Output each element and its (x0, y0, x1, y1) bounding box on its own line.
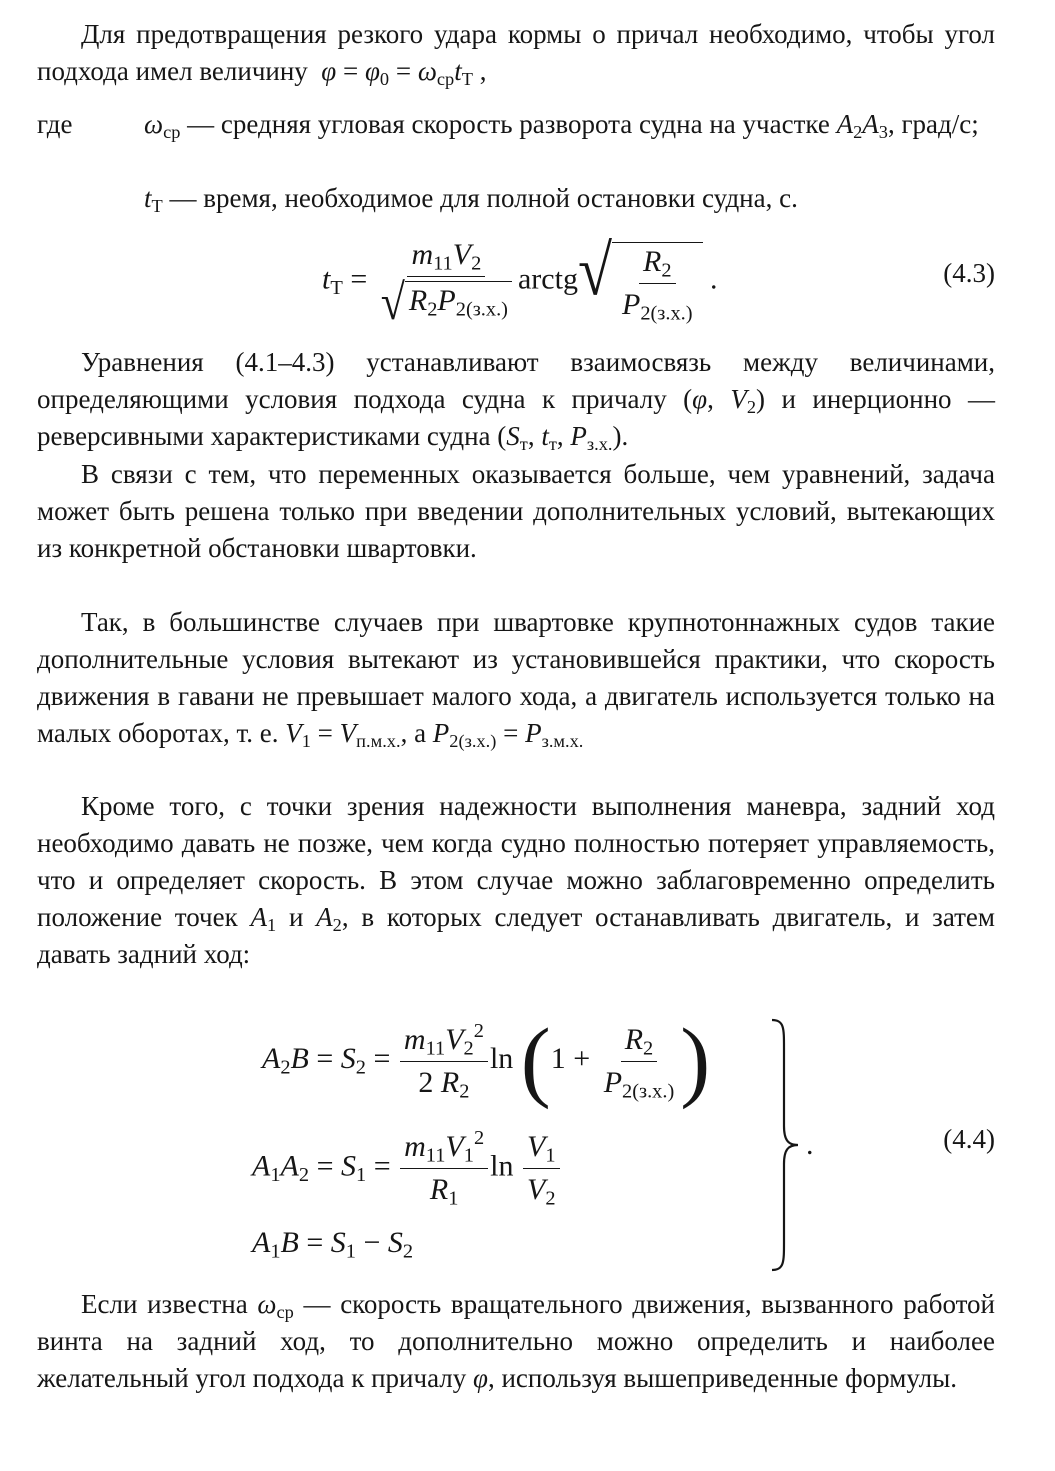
definition-t: $t_Т$ — время, необходимое для полной остановки судна, с. (144, 183, 798, 217)
eq43-fraction: $m_{11}V_2$ √ $R_2P_{2(з.х.)}$ (377, 238, 516, 325)
equation-4-3: $t_Т$ = $m_{11}V_2$ √ $R_2P_{2(з.х.)}$ arctg √ $\frac{R_2}{P_{2(з.х.)}}$ . (322, 232, 718, 331)
where-word: где (37, 109, 73, 139)
definition-omega: $\omega_{ср}$ — средняя угловая скорость разворота судна на участке $A_2A_3$, град/с; (144, 109, 979, 143)
equation-number-4-4: (4.4) (943, 1124, 995, 1154)
paragraph-6: Если известна $\omega_{ср}$ — скорость вращательного движения, вызванного работой винта на задний ход, то дополнительно можно определить и наиболее желательный угол подхода к причалу φ, используя вышеприведенные формулы. (37, 1289, 995, 1393)
paragraph-1: Для предотвращения резкого удара кормы о причал необходимо, чтобы угол подхода имел величину $\varphi = \varphi_0 = \omega_{ср}t_Т$ , (37, 19, 995, 90)
equation-4-4-line-3: $A_1B = S_1 - S_2$ (252, 1226, 414, 1263)
inline-formula-phi: $\varphi = \varphi_0 = \omega_{ср}t_Т$ , (321, 56, 487, 90)
paragraph-4: Так, в большинстве случаев при швартовке крупнотоннажных судов такие дополнительные условия вытекают из установившейся практики, что скорость движения в гавани не превышает малого хода, а двигатель используется только на малых оборотах, т. е. $V_1 = V_{п.м.х.}$, а $P_{2(з.х.)} = P_{з.м.х.}$ (37, 607, 995, 752)
equation-4-4-line-1: $A_2B = S_2$ = $\frac{m_{11}V_2^2}{2 R_2}$ ln (1 + $\frac{R_2}{P_{2(з.х.)}}$ ) (262, 1011, 711, 1110)
system-period: . (806, 1128, 814, 1161)
system-right-brace (770, 1018, 800, 1272)
equation-4-4-line-2: $A_1A_2 = S_1$ = $\frac{m_{11}V_1^2}{R_1}$ ln $\frac{V_1}{V_2}$ (252, 1130, 562, 1207)
paragraph-5: Кроме того, с точки зрения надежности выполнения маневра, задний ход необходимо давать не позже, чем когда судно полностью потеряет управляемость, что и определяет скорость. В этом случае можно заблаговременно определить положение точек $A_1$ и $A_2$, в которых следует останавливать двигатель, и затем давать задний ход: (37, 791, 995, 969)
equation-number-4-3: (4.3) (943, 258, 995, 288)
paragraph-2: Уравнения (4.1–4.3) устанавливают взаимосвязь между величинами, определяющими условия подхода судна к причалу (φ, $V_2$) и инерционно — реверсивными характеристиками судна ($S_т$, $t_т$, $P_{з.х.}$). (37, 347, 996, 455)
paragraph-3: В связи с тем, что переменных оказывается больше, чем уравнений, задача может быть решена только при введении дополнительных условий, вытекающих из конкретной обстановки швартовки. (37, 459, 995, 563)
